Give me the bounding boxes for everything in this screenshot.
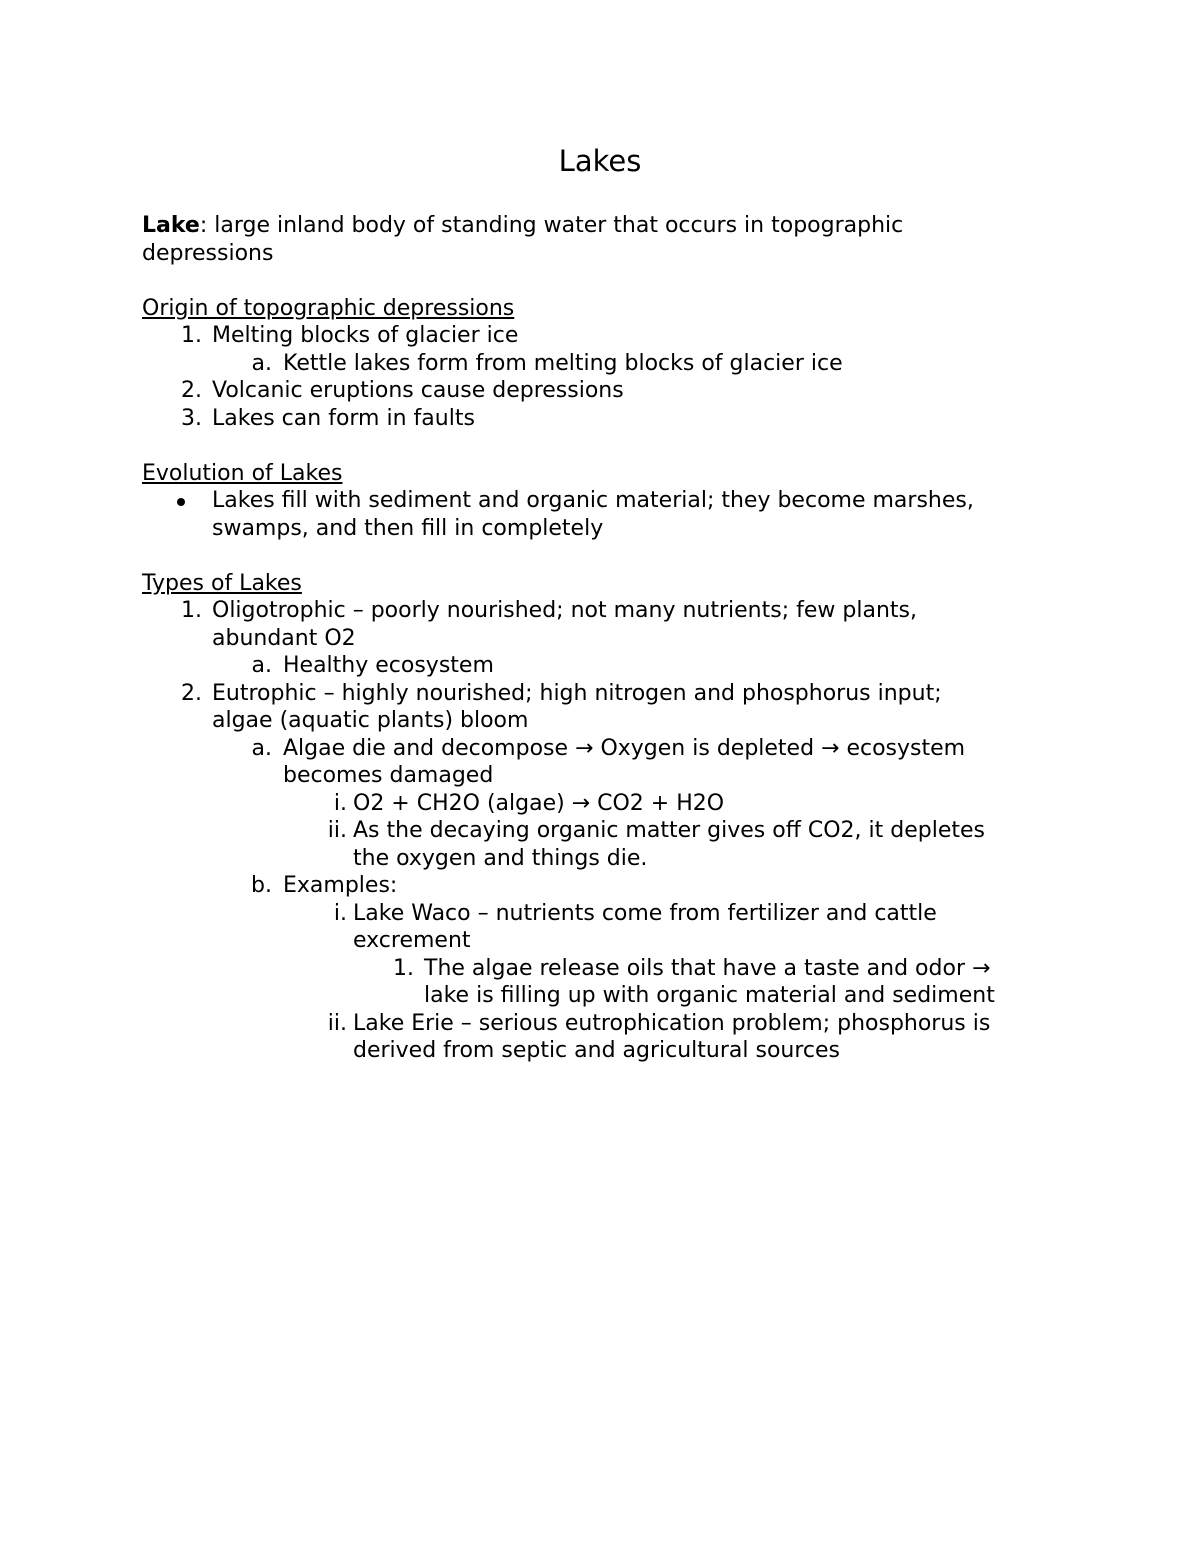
list-item-text: Lakes can form in faults bbox=[212, 405, 475, 431]
evolution-heading: Evolution of Lakes bbox=[142, 460, 343, 486]
list-item bbox=[142, 322, 1062, 350]
list-item-text: Kettle lakes form from melting blocks of glacier ice bbox=[283, 350, 843, 376]
list-marker: 1. bbox=[393, 955, 414, 981]
list-marker: 3. bbox=[181, 405, 202, 431]
document-body bbox=[142, 212, 1062, 1065]
list-item-continuation: algae (aquatic plants) bloom bbox=[212, 708, 529, 733]
list-item-continuation: derived from septic and agricultural sources bbox=[353, 1038, 841, 1063]
list-item-text: Lake Erie – serious eutrophication problem; phosphorus is bbox=[353, 1010, 991, 1036]
list-item bbox=[142, 597, 1062, 625]
list-item bbox=[142, 680, 1062, 708]
list-item bbox=[142, 872, 1062, 900]
list-marker: a. bbox=[251, 735, 272, 761]
list-item bbox=[142, 350, 1062, 378]
list-item-text: Melting blocks of glacier ice bbox=[212, 323, 519, 348]
list-item-text: Eutrophic – highly nourished; high nitrogen and phosphorus input; bbox=[212, 680, 942, 706]
list-item-continuation: becomes damaged bbox=[283, 763, 494, 788]
list-item bbox=[142, 955, 1062, 983]
bullet-text: Lakes fill with sediment and organic material; they become marshes, bbox=[212, 488, 974, 513]
list-marker: a. bbox=[251, 653, 272, 678]
list-item bbox=[142, 377, 1062, 405]
list-item bbox=[142, 652, 1062, 680]
list-item-text: Examples: bbox=[283, 873, 398, 898]
list-marker: b. bbox=[251, 873, 272, 898]
list-item bbox=[142, 405, 1062, 433]
list-marker: a. bbox=[251, 350, 272, 376]
list-item bbox=[142, 1010, 1062, 1038]
list-item bbox=[142, 735, 1062, 763]
definition-line bbox=[142, 212, 1062, 240]
list-item-text: Oligotrophic – poorly nourished; not many nutrients; few plants, bbox=[212, 598, 917, 623]
definition-term: Lake bbox=[142, 213, 200, 238]
list-item-text: The algae release oils that have a taste and odor → bbox=[424, 955, 991, 981]
list-marker: 1. bbox=[181, 323, 202, 348]
list-marker: 1. bbox=[181, 598, 202, 623]
list-item bbox=[142, 817, 1062, 845]
definition-line-2: depressions bbox=[142, 240, 274, 266]
types-heading: Types of Lakes bbox=[142, 570, 302, 596]
list-marker: 2. bbox=[181, 378, 202, 403]
list-item-text: Healthy ecosystem bbox=[283, 653, 494, 678]
page-title: Lakes bbox=[558, 144, 642, 178]
list-item bbox=[142, 900, 1062, 928]
list-marker: i. bbox=[333, 900, 347, 926]
list-item-continuation: lake is filling up with organic material and sediment bbox=[424, 983, 995, 1008]
list-item-text: Volcanic eruptions cause depressions bbox=[212, 378, 624, 403]
list-item bbox=[142, 790, 1062, 818]
list-item-text: Lake Waco – nutrients come from fertilizer and cattle bbox=[353, 900, 937, 926]
list-item-continuation: the oxygen and things die. bbox=[353, 845, 648, 871]
list-marker: ii. bbox=[327, 818, 347, 843]
list-marker: ii. bbox=[327, 1010, 347, 1036]
list-marker: 2. bbox=[181, 680, 202, 706]
origin-heading: Origin of topographic depressions bbox=[142, 295, 515, 321]
list-marker: i. bbox=[333, 790, 347, 816]
bullet-marker bbox=[177, 498, 185, 506]
list-item-text: O2 + CH2O (algae) → CO2 + H2O bbox=[353, 790, 725, 816]
bullet-item bbox=[142, 487, 1062, 515]
list-item-continuation: abundant O2 bbox=[212, 625, 356, 651]
definition-text: : large inland body of standing water that occurs in topographic bbox=[199, 213, 904, 238]
list-item-text: Algae die and decompose → Oxygen is depleted → ecosystem bbox=[283, 735, 966, 761]
list-item-text: As the decaying organic matter gives off CO2, it depletes bbox=[353, 818, 985, 843]
list-item-continuation: excrement bbox=[353, 928, 471, 953]
bullet-item-continuation: swamps, and then fill in completely bbox=[212, 515, 604, 541]
